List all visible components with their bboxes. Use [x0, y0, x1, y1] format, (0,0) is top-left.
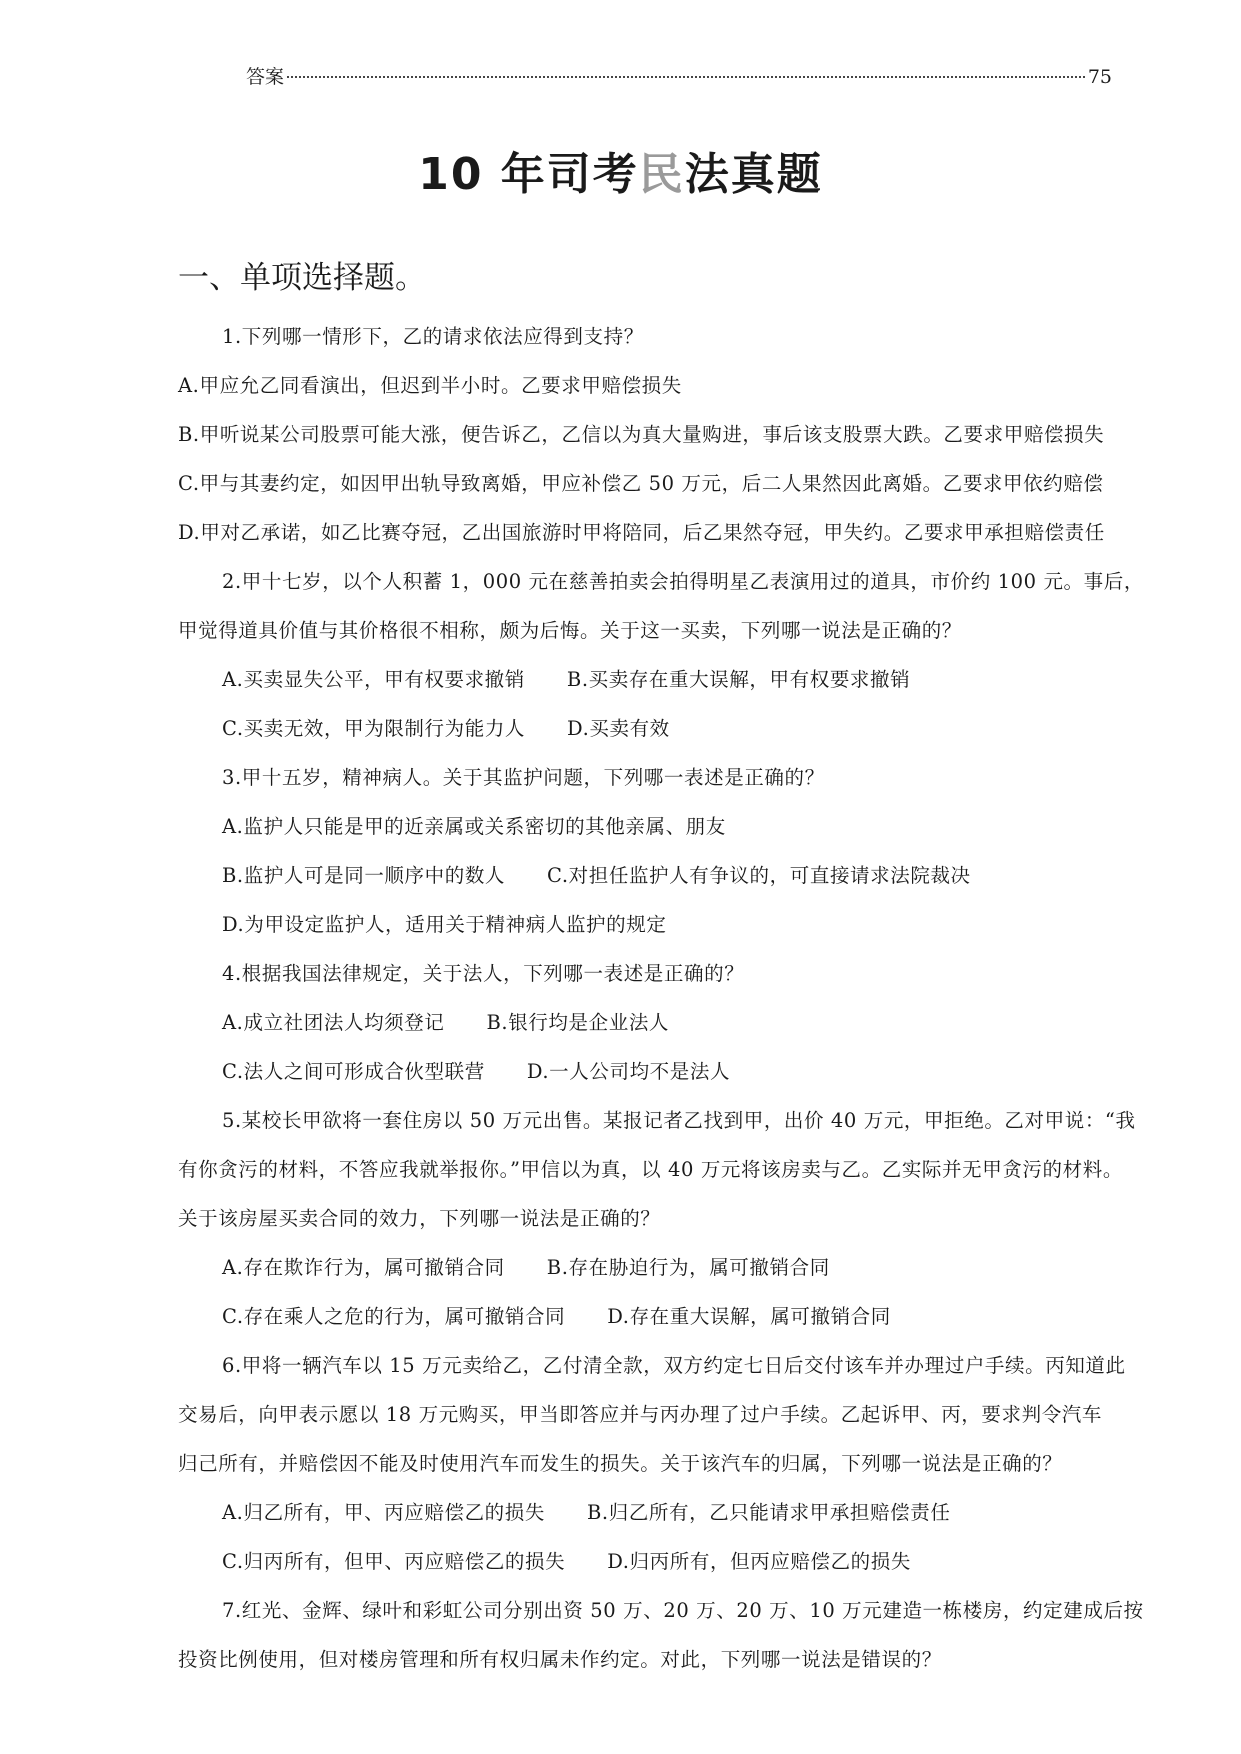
- title-faded-char: 民: [638, 149, 685, 200]
- question-6-option-b: B.归乙所有，乙只能请求甲承担赔偿责任: [586, 1501, 951, 1524]
- question-6-stem-line-1: 6.甲将一辆汽车以 15 万元卖给乙，乙付清全款，双方约定七日后交付该车并办理过户手续。丙知道此: [222, 1354, 1126, 1377]
- question-4-options-ab: [178, 998, 1184, 1047]
- question-4-option-c: C.法人之间可形成合伙型联营: [222, 1060, 485, 1083]
- question-1-option-a: A.甲应允乙同看演出，但迟到半小时。乙要求甲赔偿损失: [178, 374, 682, 397]
- question-6-option-c: C.归丙所有，但甲、丙应赔偿乙的损失: [222, 1550, 566, 1573]
- question-2-stem-line-1: 2.甲十七岁，以个人积蓄 1，000 元在慈善拍卖会拍得明星乙表演用过的道具，市价约 100 元。事后，: [222, 570, 1144, 593]
- question-5-options-ab: [178, 1243, 1184, 1292]
- question-6-option-d: D.归丙所有，但丙应赔偿乙的损失: [607, 1550, 911, 1573]
- question-5-stem-line-1: 5.某校长甲欲将一套住房以 50 万元出售。某报记者乙找到甲，出价 40 万元，甲拒绝。乙对甲说：“我: [222, 1109, 1136, 1132]
- question-7-stem-line-1: 7.红光、金辉、绿叶和彩虹公司分别出资 50 万、20 万、20 万、10 万元建造一栋楼房，约定建成后按: [222, 1599, 1144, 1622]
- question-body: [178, 312, 1184, 1684]
- question-6-option-a: A.归乙所有，甲、丙应赔偿乙的损失: [222, 1501, 545, 1524]
- title-part-2: 法真题: [684, 149, 823, 200]
- question-3-option-c: C.对担任监护人有争议的，可直接请求法院裁决: [547, 864, 971, 887]
- question-3-option-b: B.监护人可是同一顺序中的数人: [222, 864, 506, 887]
- title-part-1: 10 年司考: [418, 149, 639, 200]
- toc-entry[interactable]: [246, 62, 1112, 89]
- question-2-stem-line-2: 甲觉得道具价值与其价格很不相称，颇为后悔。关于这一买卖，下列哪一说法是正确的？: [178, 619, 962, 642]
- question-2-option-d: D.买卖有效: [567, 717, 670, 740]
- section-heading: 一、单项选择题。: [178, 260, 426, 296]
- question-1-stem: 1.下列哪一情形下，乙的请求依法应得到支持？: [222, 325, 644, 348]
- question-3-stem: 3.甲十五岁，精神病人。关于其监护问题，下列哪一表述是正确的？: [222, 766, 825, 789]
- question-3-option-d: D.为甲设定监护人，适用关于精神病人监护的规定: [222, 913, 667, 936]
- question-5-option-a: A.存在欺诈行为，属可撤销合同: [222, 1256, 505, 1279]
- question-3-option-a: A.监护人只能是甲的近亲属或关系密切的其他亲属、朋友: [222, 815, 726, 838]
- question-4-option-a: A.成立社团法人均须登记: [222, 1011, 445, 1034]
- question-2-option-c: C.买卖无效，甲为限制行为能力人: [222, 717, 526, 740]
- question-1-option-b: B.甲听说某公司股票可能大涨，便告诉乙，乙信以为真大量购进，事后该支股票大跌。乙要求甲赔偿损失: [178, 423, 1105, 446]
- question-6-options-ab: [178, 1488, 1184, 1537]
- question-4-stem: 4.根据我国法律规定，关于法人，下列哪一表述是正确的？: [222, 962, 745, 985]
- question-6-stem-line-3: 归己所有，并赔偿因不能及时使用汽车而发生的损失。关于该汽车的归属，下列哪一说法是正确的？: [178, 1452, 1063, 1475]
- question-7-stem-line-2: 投资比例使用，但对楼房管理和所有权归属未作约定。对此，下列哪一说法是错误的？: [178, 1648, 942, 1671]
- toc-label: 答案: [246, 66, 285, 88]
- page-title: [0, 138, 1241, 202]
- question-6-stem-line-2: 交易后，向甲表示愿以 18 万元购买，甲当即答应并与丙办理了过户手续。乙起诉甲、丙，要求判令汽车: [178, 1403, 1103, 1426]
- question-4-option-b: B.银行均是企业法人: [486, 1011, 670, 1034]
- question-5-stem-line-2: 有你贪污的材料，不答应我就举报你。”甲信以为真，以 40 万元将该房卖与乙。乙实际并无甲贪污的材料。: [178, 1158, 1123, 1181]
- question-3-options-bc: [178, 851, 1184, 900]
- question-2-option-a: A.买卖显失公平，甲有权要求撤销: [222, 668, 525, 691]
- question-4-option-d: D.一人公司均不是法人: [526, 1060, 731, 1083]
- question-1-option-c: C.甲与其妻约定，如因甲出轨导致离婚，甲应补偿乙 50 万元，后二人果然因此离婚。乙要求甲依约赔偿: [178, 472, 1104, 495]
- question-5-stem-line-3: 关于该房屋买卖合同的效力，下列哪一说法是正确的？: [178, 1207, 661, 1230]
- question-4-options-cd: [178, 1047, 1184, 1096]
- question-1-option-d: D.甲对乙承诺，如乙比赛夺冠，乙出国旅游时甲将陪同，后乙果然夺冠，甲失约。乙要求甲承担赔偿责任: [178, 521, 1105, 544]
- toc-page-number: 75: [1087, 66, 1112, 88]
- question-5-option-c: C.存在乘人之危的行为，属可撤销合同: [222, 1305, 566, 1328]
- question-2-options-cd: [178, 704, 1184, 753]
- question-5-option-b: B.存在胁迫行为，属可撤销合同: [546, 1256, 830, 1279]
- question-2-options-ab: [178, 655, 1184, 704]
- question-2-option-b: B.买卖存在重大误解，甲有权要求撤销: [566, 668, 911, 691]
- toc-leader-dots: [287, 76, 1085, 78]
- question-6-options-cd: [178, 1537, 1184, 1586]
- question-5-option-d: D.存在重大误解，属可撤销合同: [607, 1305, 891, 1328]
- question-5-options-cd: [178, 1292, 1184, 1341]
